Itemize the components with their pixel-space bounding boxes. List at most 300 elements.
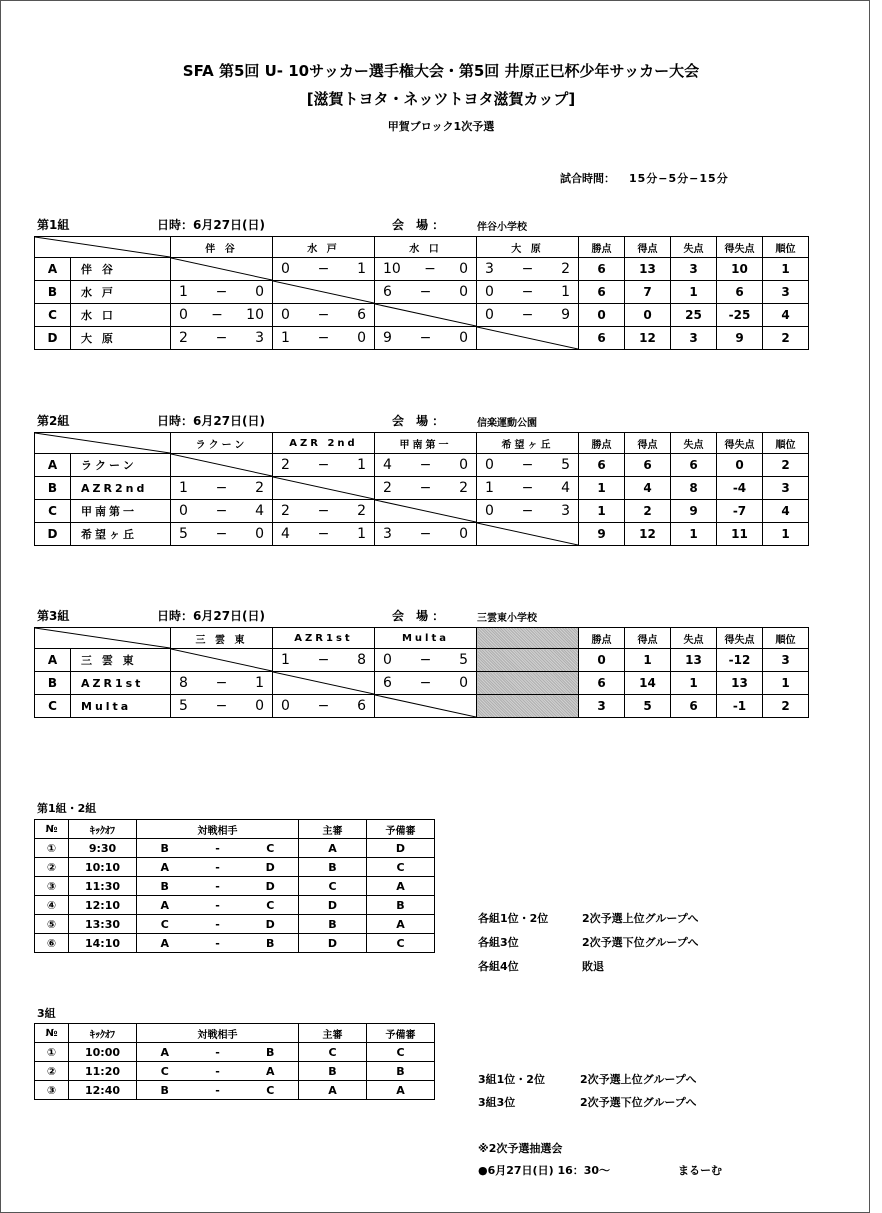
stat-header: 勝点	[579, 628, 625, 649]
group-title: 第3組	[37, 609, 70, 623]
score	[477, 261, 578, 277]
score-goals: 0	[459, 330, 468, 346]
team-name: 三 雲 東	[71, 649, 171, 672]
column-team-header: Multa	[375, 628, 477, 649]
score	[375, 284, 476, 300]
stat-header: 順位	[763, 628, 809, 649]
draw-title: ※2次予選抽選会	[478, 1142, 563, 1155]
score-goals: 1	[357, 457, 366, 473]
stat-value: 8	[671, 477, 717, 500]
score-cell	[375, 649, 477, 672]
reserve-referee: C	[367, 934, 435, 953]
score-goals: 6	[383, 284, 392, 300]
tournament-subtitle: [滋賀トヨタ・ネッツトヨタ滋賀カップ]	[306, 90, 576, 108]
stat-value: 0	[579, 649, 625, 672]
score	[273, 307, 374, 323]
group-venue-label: 会 場：	[392, 218, 449, 232]
corner-cell	[35, 237, 171, 258]
advancement-rank: 各組4位	[478, 960, 519, 973]
away-team: B	[243, 934, 299, 953]
advancement-rank: 3組1位・2位	[478, 1073, 545, 1086]
score-cell	[171, 477, 273, 500]
score	[375, 261, 476, 277]
away-team: D	[243, 858, 299, 877]
stat-value: 1	[625, 649, 671, 672]
score-goals: 0	[281, 307, 290, 323]
draw-datetime: ●6月27日(日) 16：30〜	[478, 1164, 611, 1177]
score	[375, 457, 476, 473]
stat-header: 順位	[763, 433, 809, 454]
vs-dash: -	[193, 934, 243, 953]
score-dash: −	[215, 284, 228, 300]
stat-value: -25	[717, 304, 763, 327]
table-header-row	[35, 237, 809, 258]
score-dash: −	[419, 675, 432, 691]
score-goals: 3	[485, 261, 494, 277]
stat-value: 10	[717, 258, 763, 281]
score-dash: −	[419, 284, 432, 300]
away-team: C	[243, 1081, 299, 1100]
reserve-referee: A	[367, 915, 435, 934]
score-dash: −	[419, 480, 432, 496]
table-row	[35, 327, 809, 350]
header-opponents: 対戦相手	[137, 820, 299, 839]
table-row	[35, 454, 809, 477]
group-venue: 三雲東小学校	[477, 613, 537, 624]
score-cell	[477, 649, 579, 672]
match-no: ③	[35, 1081, 69, 1100]
header-opponents: 対戦相手	[137, 1024, 299, 1043]
score-cell	[477, 454, 579, 477]
stat-value: 6	[625, 454, 671, 477]
score	[171, 480, 272, 496]
column-team-header: 三 雲 東	[171, 628, 273, 649]
stat-value: 1	[763, 672, 809, 695]
score	[477, 503, 578, 519]
score-dash: −	[424, 261, 436, 277]
score-goals: 0	[281, 261, 290, 277]
score-goals: 1	[281, 330, 290, 346]
stat-value: -4	[717, 477, 763, 500]
score-goals: 0	[459, 457, 468, 473]
reserve-referee: C	[367, 858, 435, 877]
league-table	[34, 432, 809, 546]
vs-dash: -	[193, 1043, 243, 1062]
score-goals: 2	[179, 330, 188, 346]
stat-header: 勝点	[579, 433, 625, 454]
stat-value: 4	[763, 500, 809, 523]
score-cell	[171, 649, 273, 672]
table-row	[35, 649, 809, 672]
score-goals: 3	[383, 526, 392, 542]
score-cell	[171, 672, 273, 695]
block-title: 甲賀ブロック1次予選	[387, 120, 495, 133]
stat-value: 13	[717, 672, 763, 695]
diagonal-line	[171, 454, 272, 476]
team-letter: C	[35, 500, 71, 523]
score-goals: 0	[179, 307, 188, 323]
stat-value: -12	[717, 649, 763, 672]
score-goals: 0	[485, 457, 494, 473]
group-header	[37, 607, 817, 623]
score-goals: 0	[357, 330, 366, 346]
score-goals: 2	[357, 503, 366, 519]
schedule-table	[34, 819, 435, 953]
vs-dash: -	[193, 915, 243, 934]
score-cell	[375, 500, 477, 523]
kickoff-time: 10:00	[69, 1043, 137, 1062]
schedule-row	[35, 915, 435, 934]
score	[171, 307, 272, 323]
score-goals: 2	[561, 261, 570, 277]
score	[171, 526, 272, 542]
diagonal-line	[35, 433, 170, 453]
home-team: B	[137, 1081, 193, 1100]
team-name: Multa	[71, 695, 171, 718]
score-goals: 5	[179, 526, 188, 542]
advancement-result: 2次予選上位グループへ	[580, 1073, 697, 1086]
stat-value: 11	[717, 523, 763, 546]
diagonal-line	[477, 523, 578, 545]
kickoff-time: 12:10	[69, 896, 137, 915]
vs-dash: -	[193, 896, 243, 915]
stat-value: 9	[671, 500, 717, 523]
score	[171, 284, 272, 300]
column-team-header: 甲南第一	[375, 433, 477, 454]
score-goals: 3	[255, 330, 264, 346]
score-cell	[273, 304, 375, 327]
score-dash: −	[215, 330, 228, 346]
stat-header: 得点	[625, 237, 671, 258]
score-goals: 5	[179, 698, 188, 714]
score-dash: −	[317, 307, 330, 323]
score-dash: −	[317, 457, 330, 473]
score-cell	[477, 281, 579, 304]
score-cell	[273, 281, 375, 304]
score	[171, 503, 272, 519]
team-letter: D	[35, 327, 71, 350]
match-no: ③	[35, 877, 69, 896]
stat-value: 3	[763, 281, 809, 304]
score	[273, 261, 374, 277]
match-no: ②	[35, 1062, 69, 1081]
away-team: D	[243, 877, 299, 896]
advancement-result: 2次予選下位グループへ	[582, 936, 699, 949]
group-title: 第1組	[37, 218, 70, 232]
header-reserve-referee: 予備審	[367, 820, 435, 839]
score-cell	[273, 258, 375, 281]
score-cell	[375, 304, 477, 327]
stat-value: -1	[717, 695, 763, 718]
column-team-header: 水 口	[375, 237, 477, 258]
stat-value: 1	[671, 281, 717, 304]
column-team-header: AZR1st	[273, 628, 375, 649]
score	[477, 457, 578, 473]
kickoff-time: 10:10	[69, 858, 137, 877]
score-cell	[171, 454, 273, 477]
schedule-header-row	[35, 820, 435, 839]
schedule-header-row	[35, 1024, 435, 1043]
referee: D	[299, 934, 367, 953]
stat-value: 12	[625, 327, 671, 350]
stat-value: 3	[763, 477, 809, 500]
home-team: B	[137, 877, 193, 896]
group-date: 日時：6月27日(日)	[157, 218, 266, 232]
advancement-result: 2次予選下位グループへ	[580, 1096, 697, 1109]
advancement-rank: 各組1位・2位	[478, 912, 549, 925]
schedule-row	[35, 877, 435, 896]
score-goals: 2	[281, 457, 290, 473]
score-cell	[273, 454, 375, 477]
score-goals: 0	[485, 307, 494, 323]
score-goals: 0	[255, 526, 264, 542]
score-goals: 4	[383, 457, 392, 473]
team-name: 甲南第一	[71, 500, 171, 523]
away-team: C	[243, 839, 299, 858]
score-goals: 4	[561, 480, 570, 496]
table-row	[35, 304, 809, 327]
away-team: D	[243, 915, 299, 934]
schedule-row	[35, 1043, 435, 1062]
score	[273, 526, 374, 542]
score-cell	[273, 695, 375, 718]
kickoff-time: 13:30	[69, 915, 137, 934]
group-venue-label: 会 場：	[392, 609, 449, 623]
stat-value: 6	[717, 281, 763, 304]
stat-header: 失点	[671, 628, 717, 649]
match-no: ⑤	[35, 915, 69, 934]
diagonal-line	[375, 304, 476, 326]
table-row	[35, 281, 809, 304]
score	[375, 652, 476, 668]
header-no: №	[35, 1024, 69, 1043]
match-no: ①	[35, 839, 69, 858]
reserve-referee: A	[367, 877, 435, 896]
score-dash: −	[215, 698, 228, 714]
score	[171, 330, 272, 346]
column-team-header	[477, 628, 579, 649]
score-cell	[375, 477, 477, 500]
team-name: AZR2nd	[71, 477, 171, 500]
score-cell	[171, 695, 273, 718]
column-team-header: 大 原	[477, 237, 579, 258]
stat-value: 6	[579, 281, 625, 304]
away-team: B	[243, 1043, 299, 1062]
team-letter: B	[35, 672, 71, 695]
diagonal-line	[35, 628, 170, 648]
stat-value: 0	[717, 454, 763, 477]
group-header	[37, 412, 817, 428]
stat-value: 14	[625, 672, 671, 695]
stat-value: 2	[763, 454, 809, 477]
stat-header: 順位	[763, 237, 809, 258]
table-row	[35, 672, 809, 695]
column-team-header: ラクーン	[171, 433, 273, 454]
stat-header: 失点	[671, 237, 717, 258]
score-cell	[477, 477, 579, 500]
score-cell	[477, 327, 579, 350]
table-row	[35, 500, 809, 523]
score-cell	[375, 454, 477, 477]
referee: C	[299, 1043, 367, 1062]
kickoff-time: 14:10	[69, 934, 137, 953]
score-goals: 0	[383, 652, 392, 668]
score	[273, 698, 374, 714]
table-row	[35, 695, 809, 718]
score-goals: 2	[383, 480, 392, 496]
diagonal-line	[273, 672, 374, 694]
team-name: 大 原	[71, 327, 171, 350]
vs-dash: -	[193, 858, 243, 877]
stat-header: 勝点	[579, 237, 625, 258]
score-goals: 0	[485, 284, 494, 300]
stat-value: 1	[671, 672, 717, 695]
league-table	[34, 236, 809, 350]
match-time-label: 試合時間：	[560, 172, 615, 185]
score-cell	[477, 523, 579, 546]
diagonal-line	[171, 649, 272, 671]
stat-value: 1	[579, 477, 625, 500]
score-goals: 8	[357, 652, 366, 668]
stat-value: 3	[671, 258, 717, 281]
away-team: A	[243, 1062, 299, 1081]
score-cell	[477, 695, 579, 718]
score-dash: −	[317, 503, 330, 519]
home-team: C	[137, 915, 193, 934]
table-header-row	[35, 433, 809, 454]
score-cell	[375, 327, 477, 350]
advancement-rank: 3組3位	[478, 1096, 516, 1109]
score-goals: 3	[561, 503, 570, 519]
referee: A	[299, 1081, 367, 1100]
score-goals: 6	[383, 675, 392, 691]
score-goals: 6	[357, 698, 366, 714]
stat-header: 得点	[625, 628, 671, 649]
score-cell	[171, 304, 273, 327]
score-goals: 10	[383, 261, 401, 277]
score-dash: −	[211, 307, 223, 323]
score-goals: 1	[281, 652, 290, 668]
team-letter: C	[35, 695, 71, 718]
advancement-result: 2次予選上位グループへ	[582, 912, 699, 925]
stat-value: 1	[763, 258, 809, 281]
score-goals: 6	[357, 307, 366, 323]
diagonal-line	[477, 327, 578, 349]
score-cell	[171, 523, 273, 546]
stat-value: 4	[625, 477, 671, 500]
home-team: A	[137, 858, 193, 877]
score-goals: 4	[255, 503, 264, 519]
score-goals: 0	[179, 503, 188, 519]
score	[273, 457, 374, 473]
score-goals: 1	[179, 284, 188, 300]
home-team: A	[137, 896, 193, 915]
score-cell	[171, 258, 273, 281]
stat-value: 7	[625, 281, 671, 304]
referee: B	[299, 858, 367, 877]
reserve-referee: B	[367, 896, 435, 915]
schedule-row	[35, 1081, 435, 1100]
score-goals: 8	[179, 675, 188, 691]
reserve-referee: A	[367, 1081, 435, 1100]
score-cell	[477, 258, 579, 281]
score-cell	[477, 672, 579, 695]
stat-header: 得点	[625, 433, 671, 454]
column-team-header: 希望ヶ丘	[477, 433, 579, 454]
score-goals: 2	[255, 480, 264, 496]
group-date: 日時：6月27日(日)	[157, 414, 266, 428]
score-goals: 10	[246, 307, 264, 323]
header-referee: 主審	[299, 1024, 367, 1043]
schedule-row	[35, 858, 435, 877]
stat-value: 5	[625, 695, 671, 718]
schedule-row	[35, 1062, 435, 1081]
score-goals: 9	[383, 330, 392, 346]
score-cell	[273, 672, 375, 695]
schedule-row	[35, 896, 435, 915]
score-dash: −	[215, 480, 228, 496]
score-goals: 5	[459, 652, 468, 668]
score-dash: −	[419, 652, 432, 668]
stat-value: 0	[579, 304, 625, 327]
match-no: ④	[35, 896, 69, 915]
score-goals: 1	[485, 480, 494, 496]
home-team: A	[137, 934, 193, 953]
score-dash: −	[317, 698, 330, 714]
stat-header: 得失点	[717, 433, 763, 454]
group-venue-label: 会 場：	[392, 414, 449, 428]
stat-value: 0	[625, 304, 671, 327]
corner-cell	[35, 433, 171, 454]
score-cell	[375, 281, 477, 304]
score-dash: −	[419, 526, 432, 542]
home-team: C	[137, 1062, 193, 1081]
match-no: ①	[35, 1043, 69, 1062]
team-letter: A	[35, 258, 71, 281]
team-name: AZR1st	[71, 672, 171, 695]
score-dash: −	[521, 503, 534, 519]
score-dash: −	[317, 261, 330, 277]
team-letter: B	[35, 477, 71, 500]
home-team: A	[137, 1043, 193, 1062]
score-goals: 2	[281, 503, 290, 519]
score	[273, 652, 374, 668]
score	[477, 307, 578, 323]
score-dash: −	[317, 652, 330, 668]
score-cell	[375, 523, 477, 546]
score-cell	[273, 477, 375, 500]
corner-cell	[35, 628, 171, 649]
score	[477, 480, 578, 496]
stat-value: 1	[763, 523, 809, 546]
score-goals: 5	[561, 457, 570, 473]
score-goals: 1	[357, 261, 366, 277]
stat-value: 6	[671, 454, 717, 477]
league-table	[34, 627, 809, 718]
score-dash: −	[317, 526, 330, 542]
score-dash: −	[521, 457, 534, 473]
team-letter: A	[35, 649, 71, 672]
referee: B	[299, 1062, 367, 1081]
stat-header: 失点	[671, 433, 717, 454]
score-goals: 0	[459, 261, 468, 277]
diagonal-line	[375, 695, 476, 717]
stat-value: 3	[763, 649, 809, 672]
header-kickoff: ｷｯｸｵﾌ	[69, 820, 137, 839]
stat-value: 9	[717, 327, 763, 350]
referee: B	[299, 915, 367, 934]
score-dash: −	[521, 261, 534, 277]
